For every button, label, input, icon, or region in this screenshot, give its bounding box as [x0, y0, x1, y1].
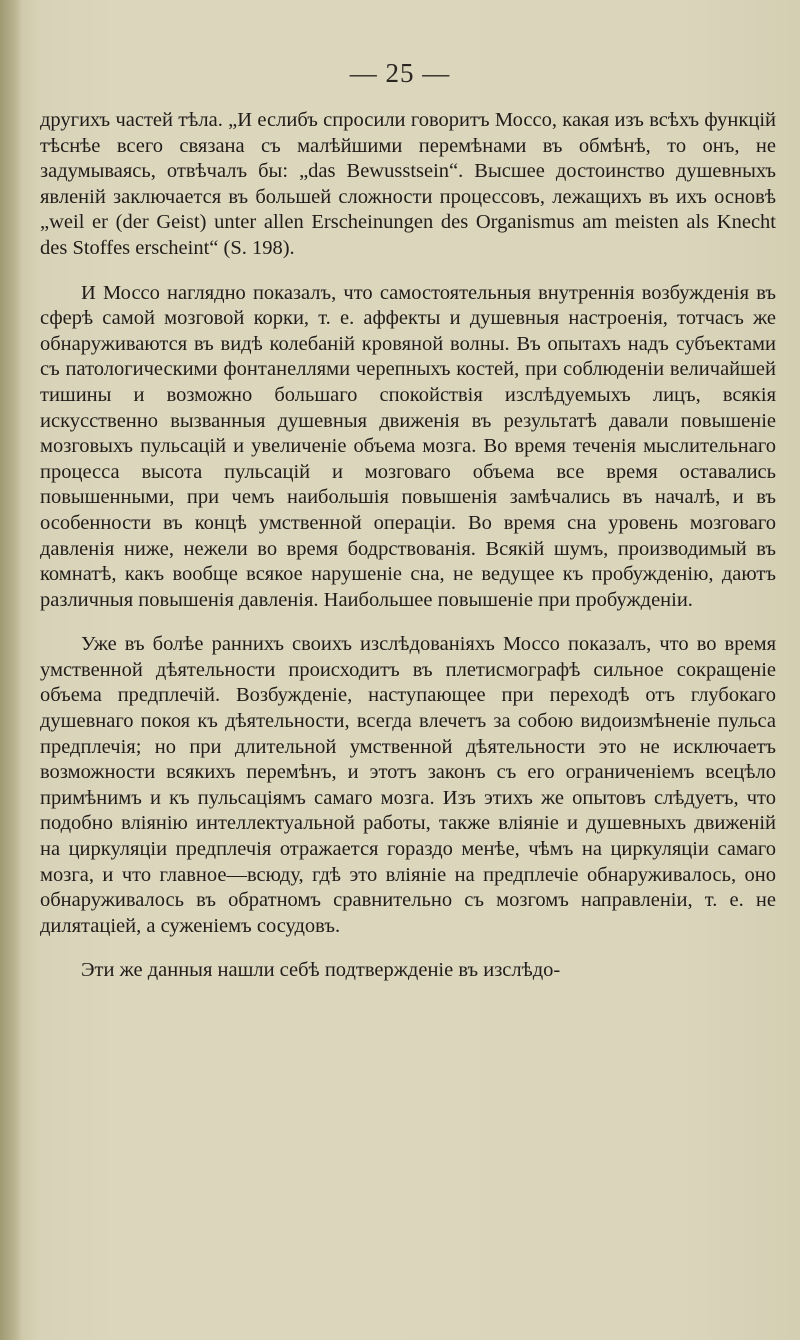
paragraph-4: Эти же данныя нашли себѣ подтвержденіе въ изслѣдо- — [81, 959, 561, 982]
paragraph-2: И Моссо наглядно показалъ, что самостоятельныя внутреннія возбужденія въ сферѣ самой мозговой корки, т. е. аффекты и душевныя настроенія, тотчасъ же обнаруживаются въ видѣ колебаній кровяной волны. Въ опытахъ надъ субъектами съ патологическими фонтанеллями черепныхъ костей, при соблюденіи величайшей тишины и возможно большаго спокойствія изслѣдуемыхъ лицъ, всякія искусственно вызванныя душевныя движенія въ результатѣ давали повышеніе мозговыхъ пульсацій и увеличеніе объема мозга. Во время теченія мыслительнаго процесса высота пульсацій и мозговаго объема все время оставались повышенными, при чемъ наибольшія повышенія замѣчались въ началѣ, и въ особенности въ концѣ умственной операціи. Во время сна уровень мозговаго давленія ниже, нежели во время бодрствованія. Всякій шумъ, производимый въ комнатѣ, какъ вообще всякое нарушеніе сна, не ведущее къ пробужденію, даютъ различныя повышенія давленія. Наибольшее повышеніе при пробужденіи. — [40, 281, 776, 611]
body-text — [40, 108, 776, 984]
paragraph-3: Уже въ болѣе раннихъ своихъ изслѣдованіяхъ Моссо показалъ, что во время умственной дѣятельности происходитъ въ плетисмографѣ сильное сокращеніе объема предплечій. Возбужденіе, наступающее при переходѣ отъ глубокаго душевнаго покоя къ дѣятельности, всегда влечетъ за собою видоизмѣненіе пульса предплечія; но при длительной умственной дѣятельности это не исключаетъ возможности всякихъ перемѣнъ, и этотъ законъ съ его ограниченіемъ всецѣло примѣнимъ и къ пульсаціямъ самаго мозга. Изъ этихъ же опытовъ слѣдуетъ, что подобно вліянію интеллектуальной работы, также вліяніе и душевныхъ движеній на циркуляціи предплечія отражается гораздо менѣе, чѣмъ на циркуляціи самаго мозга, и что главное—всюду, гдѣ это вліяніе на предплечіе обнаруживалось, оно обнаруживалось въ обратномъ сравнительно съ мозгомъ направленіи, т. е. не дилятаціей, а суженіемъ сосудовъ. — [40, 633, 776, 937]
page-number: — 25 — — [349, 58, 451, 88]
paragraph-1: другихъ частей тѣла. „И еслибъ спросили говоритъ Моссо, какая изъ всѣхъ функцій тѣснѣе всего связана съ малѣйшими перемѣнами въ обмѣнѣ, то онъ, не задумываясь, отвѣчалъ бы: „das Bewusstsein“. Высшее достоинство душевныхъ явленій заключается въ большей сложности процессовъ, лежащихъ въ ихъ основѣ „weil er (der Geist) unter allen Erscheinungen des Organismus am meisten als Knecht des Stoffes erscheint“ (S. 198). — [40, 109, 776, 259]
page-spine-shadow — [0, 0, 22, 1340]
